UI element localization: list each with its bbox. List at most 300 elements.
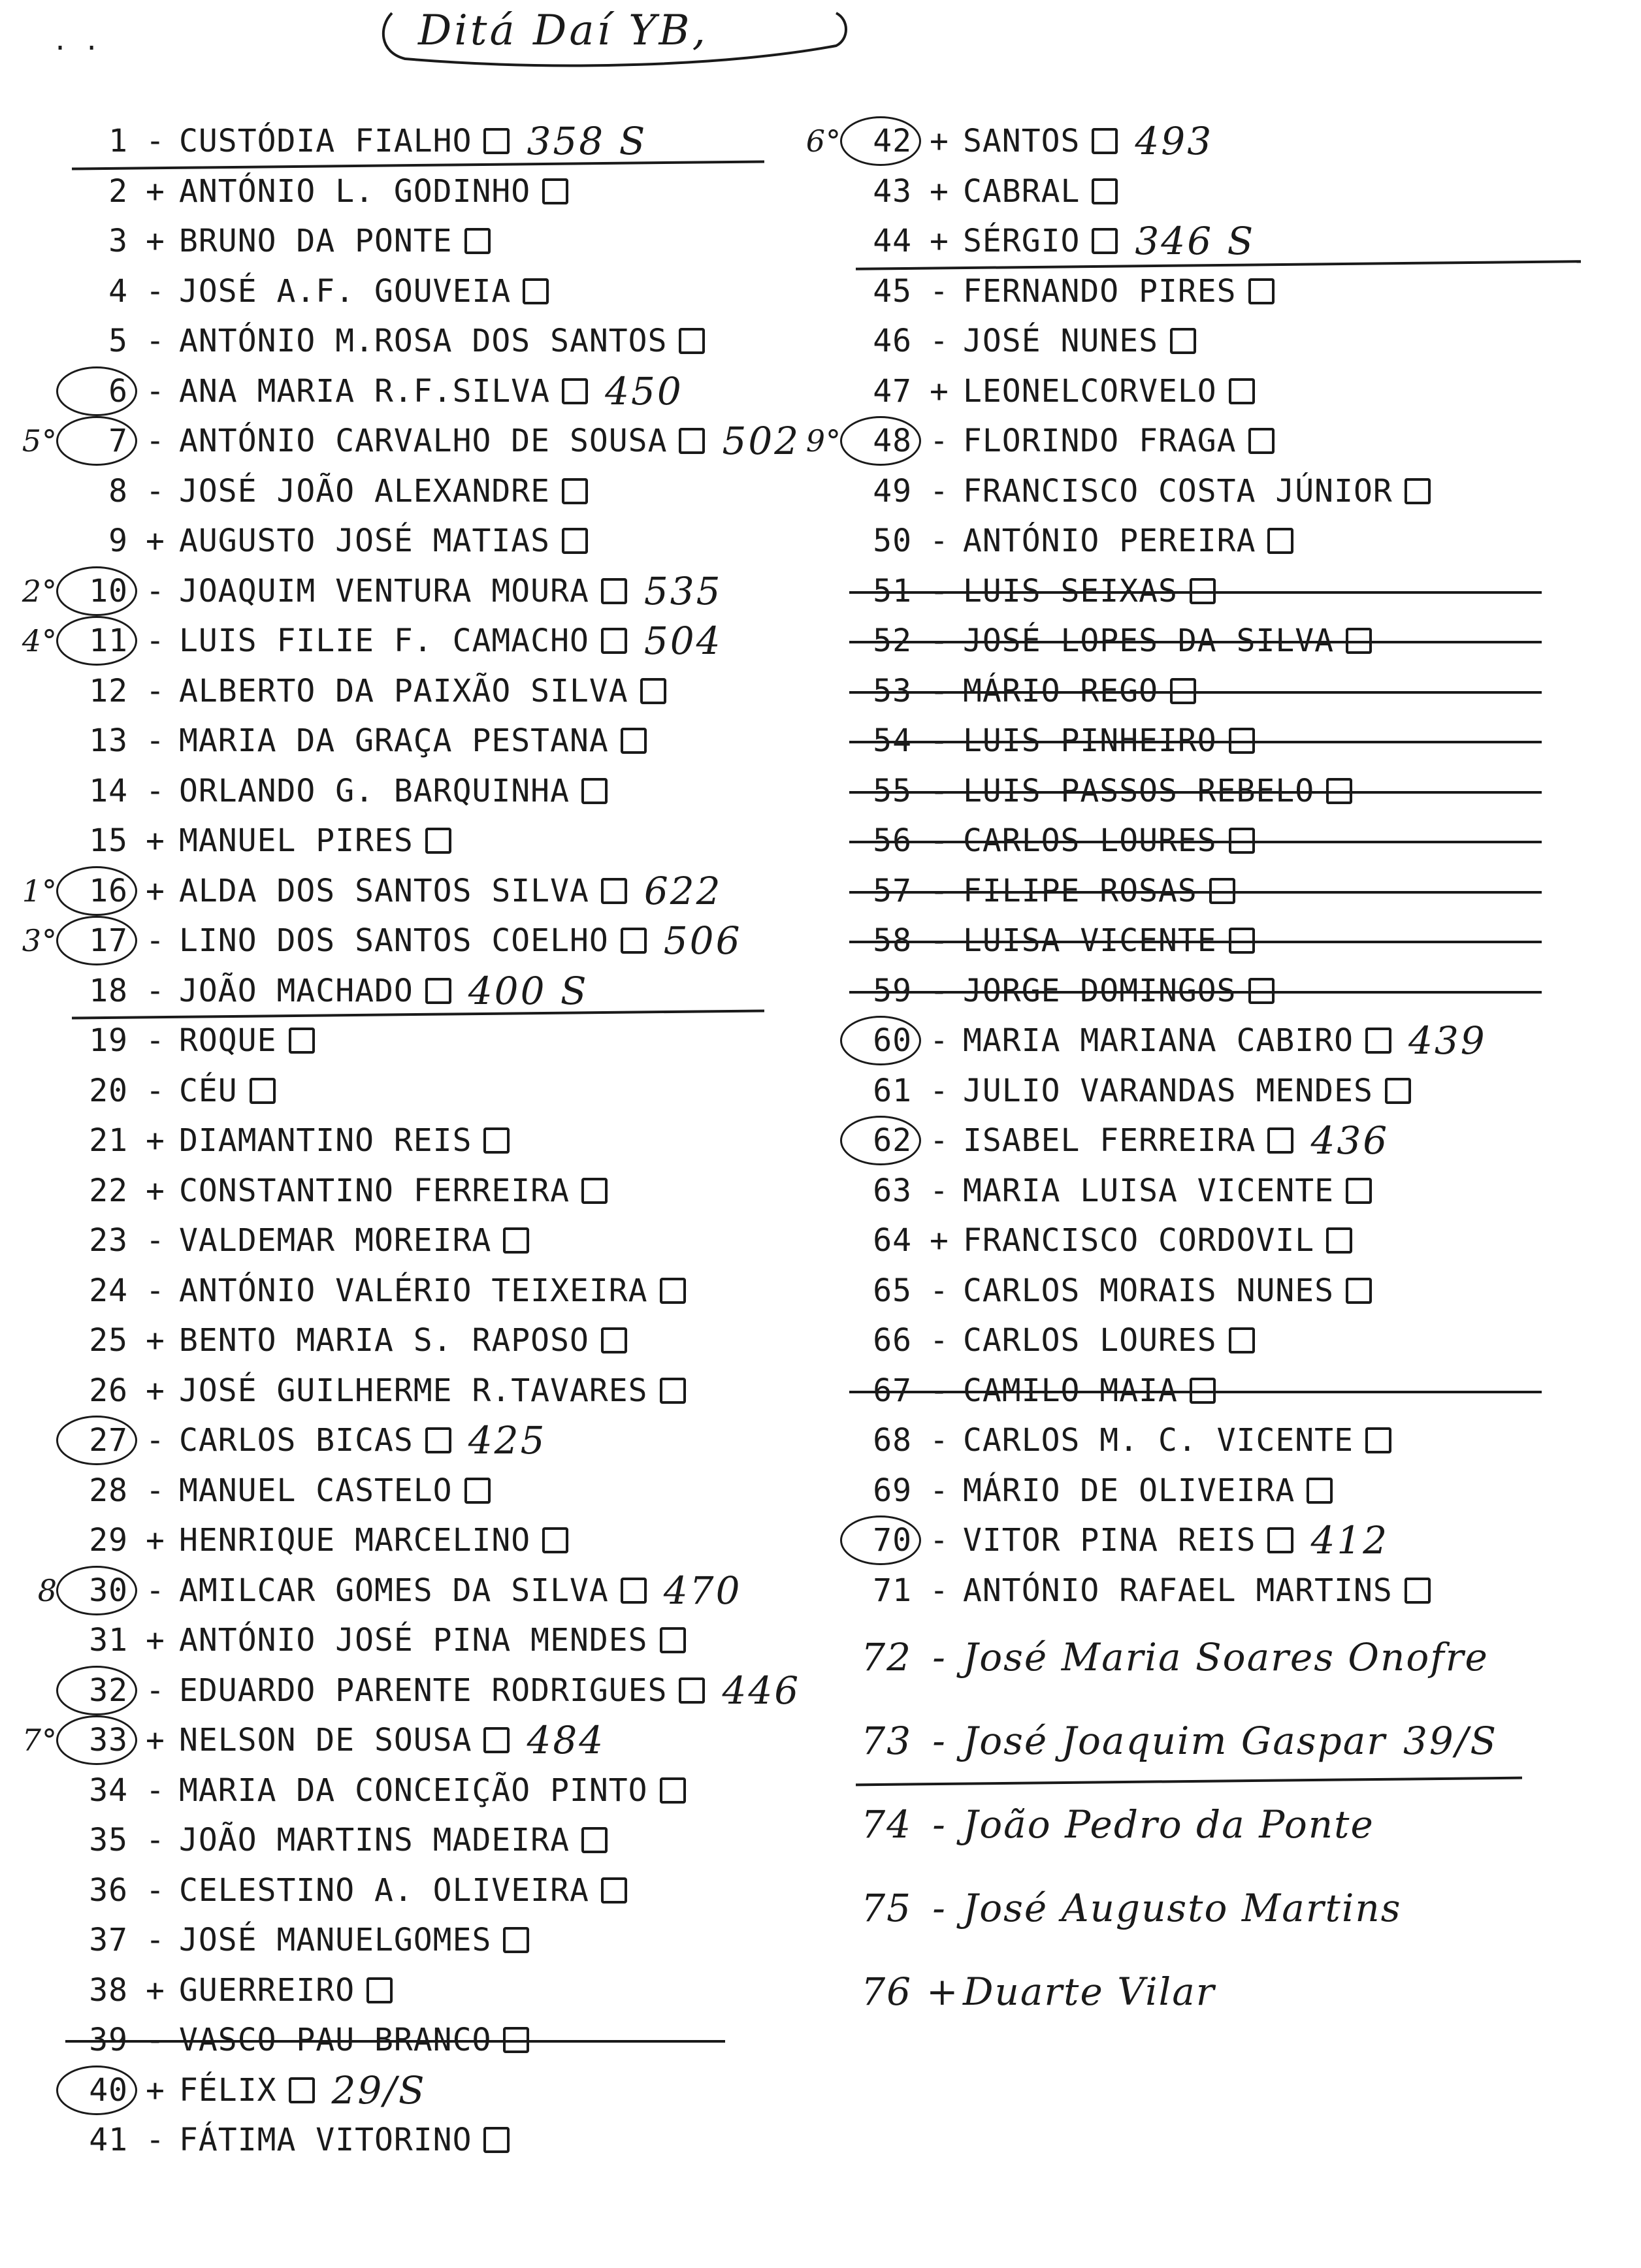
list-item <box>65 1815 804 1866</box>
list-item <box>849 1316 1620 1366</box>
list-item <box>65 1116 804 1166</box>
checkbox[interactable] <box>1267 1527 1293 1553</box>
member-name: CARLOS LOURES <box>963 822 1217 860</box>
item-number: 39 <box>89 2022 128 2059</box>
member-name: CELESTINO A. OLIVEIRA <box>179 1871 589 1909</box>
vote-mark: + <box>926 1969 960 2014</box>
checkbox[interactable] <box>1365 1427 1391 1453</box>
member-name: VITOR PINA REIS <box>963 1522 1256 1559</box>
checkbox[interactable] <box>1385 1078 1411 1104</box>
list-item <box>65 816 804 866</box>
checkbox[interactable] <box>1190 578 1216 604</box>
vote-mark: - <box>146 972 165 1009</box>
member-name: MARIA DA CONCEIÇÃO PINTO <box>179 1772 648 1809</box>
vote-mark: + <box>146 1971 165 2009</box>
item-number: 20 <box>89 1072 128 1109</box>
item-number: 12 <box>89 672 128 709</box>
item-number: 71 <box>873 1572 912 1609</box>
list-item <box>22 566 804 617</box>
member-name: LEONELCORVELO <box>963 372 1217 410</box>
checkbox[interactable] <box>1326 778 1352 804</box>
member-name: MARIA LUISA VICENTE <box>963 1172 1335 1209</box>
member-name: FERNANDO PIRES <box>963 272 1237 310</box>
checkbox[interactable] <box>1229 828 1255 854</box>
vote-mark: - <box>930 922 949 960</box>
handwritten-score: 502 <box>722 419 801 464</box>
checkbox[interactable] <box>542 1527 568 1553</box>
rank-annotation: 1° <box>22 873 57 909</box>
item-number: 6 <box>65 373 128 410</box>
checkbox[interactable] <box>581 778 608 804</box>
item-number: 67 <box>873 1372 912 1409</box>
item-number: 28 <box>89 1472 128 1509</box>
vote-mark: - <box>146 672 165 709</box>
item-number: 68 <box>873 1422 912 1459</box>
member-name: JOSÉ NUNES <box>963 323 1158 360</box>
member-name: CARLOS BICAS <box>179 1422 414 1459</box>
handwritten-score: 493 <box>1135 119 1214 164</box>
vote-mark: - <box>146 323 165 360</box>
vote-mark: - <box>146 722 165 760</box>
member-name: CONSTANTINO FERREIRA <box>179 1172 570 1209</box>
member-name: JOAQUIM VENTURA MOURA <box>179 572 589 609</box>
checkbox[interactable] <box>1267 1127 1293 1154</box>
member-name: ISABEL FERREIRA <box>963 1122 1256 1159</box>
member-name: ANTÓNIO CARVALHO DE SOUSA <box>179 423 668 460</box>
member-name: CARLOS MORAIS NUNES <box>963 1272 1335 1309</box>
list-item <box>849 1016 1620 1066</box>
item-number: 49 <box>873 472 912 510</box>
vote-mark: + <box>930 223 949 260</box>
member-name: ANTÓNIO M.ROSA DOS SANTOS <box>179 323 668 360</box>
member-name: HENRIQUE MARCELINO <box>179 1522 531 1559</box>
checkbox[interactable] <box>464 1478 491 1504</box>
member-name: JORGE DOMINGOS <box>963 972 1237 1009</box>
vote-mark: - <box>146 2122 165 2159</box>
vote-mark: - <box>146 1672 165 1709</box>
member-name: ANTÓNIO VALÉRIO TEIXEIRA <box>179 1272 648 1309</box>
checkbox[interactable] <box>483 1127 510 1154</box>
checkbox[interactable] <box>1229 378 1255 404</box>
list-item <box>849 1216 1620 1266</box>
checkbox[interactable] <box>483 128 510 154</box>
list-item <box>65 216 804 267</box>
checkbox[interactable] <box>581 1827 608 1853</box>
item-number: 10 <box>65 573 128 609</box>
item-number: 74 <box>861 1802 912 1847</box>
vote-mark: - <box>146 1572 165 1609</box>
item-number: 22 <box>89 1172 128 1209</box>
item-number: 3 <box>108 223 128 260</box>
member-name: José Augusto Martins <box>963 1886 1402 1930</box>
member-name: MARIA MARIANA CABIRO <box>963 1022 1354 1060</box>
checkbox[interactable] <box>1405 1578 1431 1604</box>
checkbox[interactable] <box>483 1727 510 1753</box>
item-number: 41 <box>89 2122 128 2159</box>
list-item <box>849 1699 1620 1783</box>
item-number: 62 <box>849 1122 912 1159</box>
vote-mark: - <box>930 1272 949 1309</box>
list-item <box>849 1466 1620 1516</box>
item-number: 40 <box>65 2072 128 2109</box>
vote-mark: + <box>146 1522 165 1559</box>
checkbox[interactable] <box>1229 928 1255 954</box>
member-name: BRUNO DA PONTE <box>179 223 453 260</box>
list-item <box>65 1766 804 1816</box>
checkbox[interactable] <box>679 1677 705 1704</box>
list-item <box>65 1066 804 1116</box>
vote-mark: - <box>146 423 165 460</box>
checkbox[interactable] <box>1092 128 1118 154</box>
rank-annotation: 3° <box>22 923 57 959</box>
vote-mark: + <box>146 872 165 909</box>
vote-mark: - <box>146 1922 165 1959</box>
list-item <box>849 566 1620 617</box>
checkbox[interactable] <box>601 878 627 904</box>
vote-mark: + <box>930 372 949 410</box>
checkbox[interactable] <box>1346 1178 1372 1204</box>
checkbox[interactable] <box>679 428 705 454</box>
checkbox[interactable] <box>640 678 666 704</box>
member-name: JOSÉ LOPES DA SILVA <box>963 623 1335 660</box>
member-name: LUIS PASSOS REBELO <box>963 772 1315 809</box>
item-number: 54 <box>873 722 912 760</box>
rank-annotation: 2° <box>22 573 57 609</box>
member-name: LUIS FILIE F. CAMACHO <box>179 623 589 660</box>
member-name: ROQUE <box>179 1022 277 1060</box>
item-number: 8 <box>108 472 128 510</box>
vote-mark: - <box>930 572 949 609</box>
vote-mark: - <box>146 123 165 160</box>
vote-mark: - <box>930 722 949 760</box>
vote-mark: - <box>932 1886 947 1930</box>
rank-annotation: 8 <box>37 1572 57 1608</box>
item-number: 16 <box>65 873 128 909</box>
member-name: FLORINDO FRAGA <box>963 423 1237 460</box>
member-name: MANUEL CASTELO <box>179 1472 453 1509</box>
vote-mark: - <box>930 1322 949 1359</box>
list-item <box>65 2115 804 2165</box>
member-name: BENTO MARIA S. RAPOSO <box>179 1322 589 1359</box>
list-item <box>849 167 1620 217</box>
handwritten-score: 504 <box>643 619 723 664</box>
checkbox[interactable] <box>660 1627 686 1653</box>
rank-annotation: 4° <box>22 623 57 659</box>
list-item <box>65 1466 804 1516</box>
item-number: 27 <box>65 1422 128 1459</box>
member-name: LUISA VICENTE <box>963 922 1217 960</box>
list-item <box>65 2015 804 2066</box>
checkbox[interactable] <box>601 1327 627 1353</box>
vote-mark: - <box>930 672 949 709</box>
item-number: 69 <box>873 1472 912 1509</box>
vote-mark: - <box>930 872 949 909</box>
list-item <box>849 666 1620 717</box>
item-number: 56 <box>873 822 912 860</box>
list-item <box>22 916 804 966</box>
member-name: José Joaquim Gaspar <box>963 1719 1387 1763</box>
list-item <box>65 1666 804 1716</box>
item-number: 23 <box>89 1222 128 1259</box>
right-column <box>805 116 1620 2033</box>
item-number: 13 <box>89 722 128 760</box>
vote-mark: + <box>146 2071 165 2109</box>
item-number: 75 <box>861 1886 912 1930</box>
checkbox[interactable] <box>503 1227 529 1254</box>
vote-mark: - <box>930 1422 949 1459</box>
checkbox[interactable] <box>660 1378 686 1404</box>
member-name: AUGUSTO JOSÉ MATIAS <box>179 523 551 560</box>
member-name: SANTOS <box>963 123 1080 160</box>
checkbox[interactable] <box>1170 328 1196 354</box>
list-item <box>849 1116 1620 1166</box>
item-number: 35 <box>89 1822 128 1859</box>
checkbox[interactable] <box>1307 1478 1333 1504</box>
handwritten-score: 484 <box>527 1718 606 1763</box>
handwritten-score: 436 <box>1310 1118 1389 1163</box>
checkbox[interactable] <box>679 328 705 354</box>
vote-mark: - <box>930 623 949 660</box>
checkbox[interactable] <box>250 1078 276 1104</box>
rank-annotation: 6° <box>805 123 841 159</box>
item-number: 31 <box>89 1622 128 1659</box>
list-item <box>65 1615 804 1666</box>
handwritten-score: 439 <box>1408 1018 1487 1063</box>
vote-mark: - <box>146 623 165 660</box>
member-name: MANUEL PIRES <box>179 822 414 860</box>
checkbox[interactable] <box>1346 628 1372 654</box>
checkbox[interactable] <box>660 1278 686 1304</box>
checkbox[interactable] <box>562 378 588 404</box>
checkbox[interactable] <box>1248 428 1275 454</box>
item-number: 11 <box>65 623 128 659</box>
checkbox[interactable] <box>601 578 627 604</box>
item-number: 57 <box>873 872 912 909</box>
vote-mark: - <box>146 922 165 960</box>
item-number: 2 <box>108 172 128 210</box>
vote-mark: - <box>146 372 165 410</box>
checkbox[interactable] <box>660 1777 686 1804</box>
vote-mark: - <box>932 1719 947 1763</box>
list-item <box>849 316 1620 366</box>
member-name: FÁTIMA VITORINO <box>179 2122 472 2159</box>
checkbox[interactable] <box>621 928 647 954</box>
vote-mark: + <box>146 1122 165 1159</box>
list-item <box>849 267 1620 317</box>
item-number: 65 <box>873 1272 912 1309</box>
member-name: MARIA DA GRAÇA PESTANA <box>179 722 609 760</box>
list-item <box>65 1166 804 1216</box>
checkbox[interactable] <box>289 2077 315 2103</box>
handwritten-score: 346 S <box>1135 219 1256 264</box>
vote-mark: - <box>146 2022 165 2059</box>
list-item <box>65 1016 804 1066</box>
checkbox[interactable] <box>1267 528 1293 554</box>
member-name: JOÃO MACHADO <box>179 972 414 1009</box>
list-item <box>849 466 1620 517</box>
checkbox[interactable] <box>1229 728 1255 754</box>
list-item <box>849 366 1620 417</box>
member-name: LINO DOS SANTOS COELHO <box>179 922 609 960</box>
item-number: 19 <box>89 1022 128 1060</box>
list-item <box>65 1515 804 1566</box>
rank-annotation: 9° <box>805 423 841 459</box>
handwritten-score: 39/S <box>1403 1719 1499 1763</box>
member-name: João Pedro da Ponte <box>963 1802 1374 1847</box>
list-item <box>65 1866 804 1916</box>
checkbox[interactable] <box>503 2027 529 2053</box>
member-name: ANTÓNIO PEREIRA <box>963 523 1256 560</box>
list-item <box>65 267 804 317</box>
item-number: 55 <box>873 772 912 809</box>
checkbox[interactable] <box>1365 1028 1391 1054</box>
member-name: JOSÉ GUILHERME R.TAVARES <box>179 1372 648 1409</box>
vote-mark: - <box>930 523 949 560</box>
vote-mark: + <box>146 223 165 260</box>
list-item <box>65 966 804 1016</box>
member-name: FRANCISCO COSTA JÚNIOR <box>963 472 1393 510</box>
checkbox[interactable] <box>523 278 549 304</box>
handwritten-score: 358 S <box>527 119 647 164</box>
item-number: 44 <box>873 223 912 260</box>
item-number: 53 <box>873 672 912 709</box>
checkbox[interactable] <box>1248 278 1275 304</box>
checkbox[interactable] <box>1346 1278 1372 1304</box>
member-name: FÉLIX <box>179 2071 277 2109</box>
list-item <box>849 866 1620 916</box>
item-number: 5 <box>108 323 128 360</box>
list-item <box>849 1266 1620 1316</box>
item-number: 73 <box>861 1719 912 1763</box>
list-item <box>849 966 1620 1016</box>
checkbox[interactable] <box>464 228 491 254</box>
list-item <box>849 1366 1620 1416</box>
item-number: 18 <box>89 972 128 1009</box>
checkbox[interactable] <box>503 1927 529 1953</box>
checkbox[interactable] <box>1190 1378 1216 1404</box>
checkbox[interactable] <box>581 1178 608 1204</box>
vote-mark: - <box>930 972 949 1009</box>
item-number: 59 <box>873 972 912 1009</box>
item-number: 33 <box>65 1722 128 1758</box>
handwritten-score: 412 <box>1310 1518 1389 1563</box>
list-item <box>849 1615 1620 1699</box>
checkbox[interactable] <box>1248 978 1275 1004</box>
item-number: 26 <box>89 1372 128 1409</box>
vote-mark: + <box>930 172 949 210</box>
list-item <box>849 616 1620 666</box>
checkbox[interactable] <box>562 478 588 504</box>
checkbox[interactable] <box>1092 178 1118 204</box>
checkbox[interactable] <box>542 178 568 204</box>
list-item <box>849 1166 1620 1216</box>
member-name: ORLANDO G. BARQUINHA <box>179 772 570 809</box>
margin-dots: . . <box>52 26 100 56</box>
vote-mark: + <box>146 1622 165 1659</box>
list-item <box>65 716 804 766</box>
left-column <box>22 116 804 2165</box>
checkbox[interactable] <box>601 1877 627 1904</box>
list-item <box>65 2066 804 2116</box>
list-item <box>849 1515 1620 1566</box>
checkbox[interactable] <box>425 978 451 1004</box>
item-number: 38 <box>89 1971 128 2009</box>
checkbox[interactable] <box>1229 1327 1255 1353</box>
item-number: 64 <box>873 1222 912 1259</box>
checkbox[interactable] <box>1209 878 1235 904</box>
member-name: VALDEMAR MOREIRA <box>179 1222 492 1259</box>
item-number: 45 <box>873 272 912 310</box>
member-name: FILIPE ROSAS <box>963 872 1197 909</box>
member-name: LUIS SEIXAS <box>963 572 1178 609</box>
vote-mark: - <box>146 1871 165 1909</box>
member-name: CARLOS M. C. VICENTE <box>963 1422 1354 1459</box>
checkbox[interactable] <box>366 1977 393 2003</box>
item-number: 63 <box>873 1172 912 1209</box>
list-item <box>849 1866 1620 1950</box>
item-number: 25 <box>89 1322 128 1359</box>
member-name: ANTÓNIO JOSÉ PINA MENDES <box>179 1622 648 1659</box>
item-number: 58 <box>873 922 912 960</box>
member-name: CARLOS LOURES <box>963 1322 1217 1359</box>
item-number: 47 <box>873 372 912 410</box>
vote-mark: + <box>146 1172 165 1209</box>
checkbox[interactable] <box>601 628 627 654</box>
item-number: 4 <box>108 272 128 310</box>
member-name: José Maria Soares Onofre <box>963 1635 1489 1679</box>
item-number: 43 <box>873 172 912 210</box>
checkbox[interactable] <box>425 1427 451 1453</box>
list-item <box>65 1966 804 2016</box>
list-item <box>65 516 804 566</box>
item-number: 15 <box>89 822 128 860</box>
item-number: 29 <box>89 1522 128 1559</box>
checkbox[interactable] <box>425 828 451 854</box>
member-name: AMILCAR GOMES DA SILVA <box>179 1572 609 1609</box>
vote-mark: - <box>930 423 949 460</box>
item-number: 17 <box>65 922 128 959</box>
item-number: 34 <box>89 1772 128 1809</box>
checkbox[interactable] <box>1170 678 1196 704</box>
checkbox[interactable] <box>289 1028 315 1054</box>
list-item <box>65 1366 804 1416</box>
checkbox[interactable] <box>483 2127 510 2153</box>
checkbox[interactable] <box>1092 228 1118 254</box>
vote-mark: - <box>930 272 949 310</box>
checkbox[interactable] <box>621 1578 647 1604</box>
vote-mark: - <box>146 1222 165 1259</box>
item-number: 61 <box>873 1072 912 1109</box>
vote-mark: + <box>146 1372 165 1409</box>
checkbox[interactable] <box>1326 1227 1352 1254</box>
checkbox[interactable] <box>1405 478 1431 504</box>
list-item <box>65 1416 804 1466</box>
rank-annotation: 7° <box>22 1723 57 1758</box>
list-item <box>65 1216 804 1266</box>
vote-mark: - <box>146 1272 165 1309</box>
vote-mark: - <box>930 772 949 809</box>
list-item <box>849 1566 1620 1616</box>
checkbox[interactable] <box>621 728 647 754</box>
list-item <box>65 167 804 217</box>
list-item <box>65 666 804 717</box>
handwritten-score: 400 S <box>468 968 589 1013</box>
member-name: MÁRIO DE OLIVEIRA <box>963 1472 1295 1509</box>
member-name: GUERREIRO <box>179 1971 355 2009</box>
list-item <box>65 466 804 517</box>
rank-annotation: 5° <box>22 423 57 459</box>
checkbox[interactable] <box>562 528 588 554</box>
